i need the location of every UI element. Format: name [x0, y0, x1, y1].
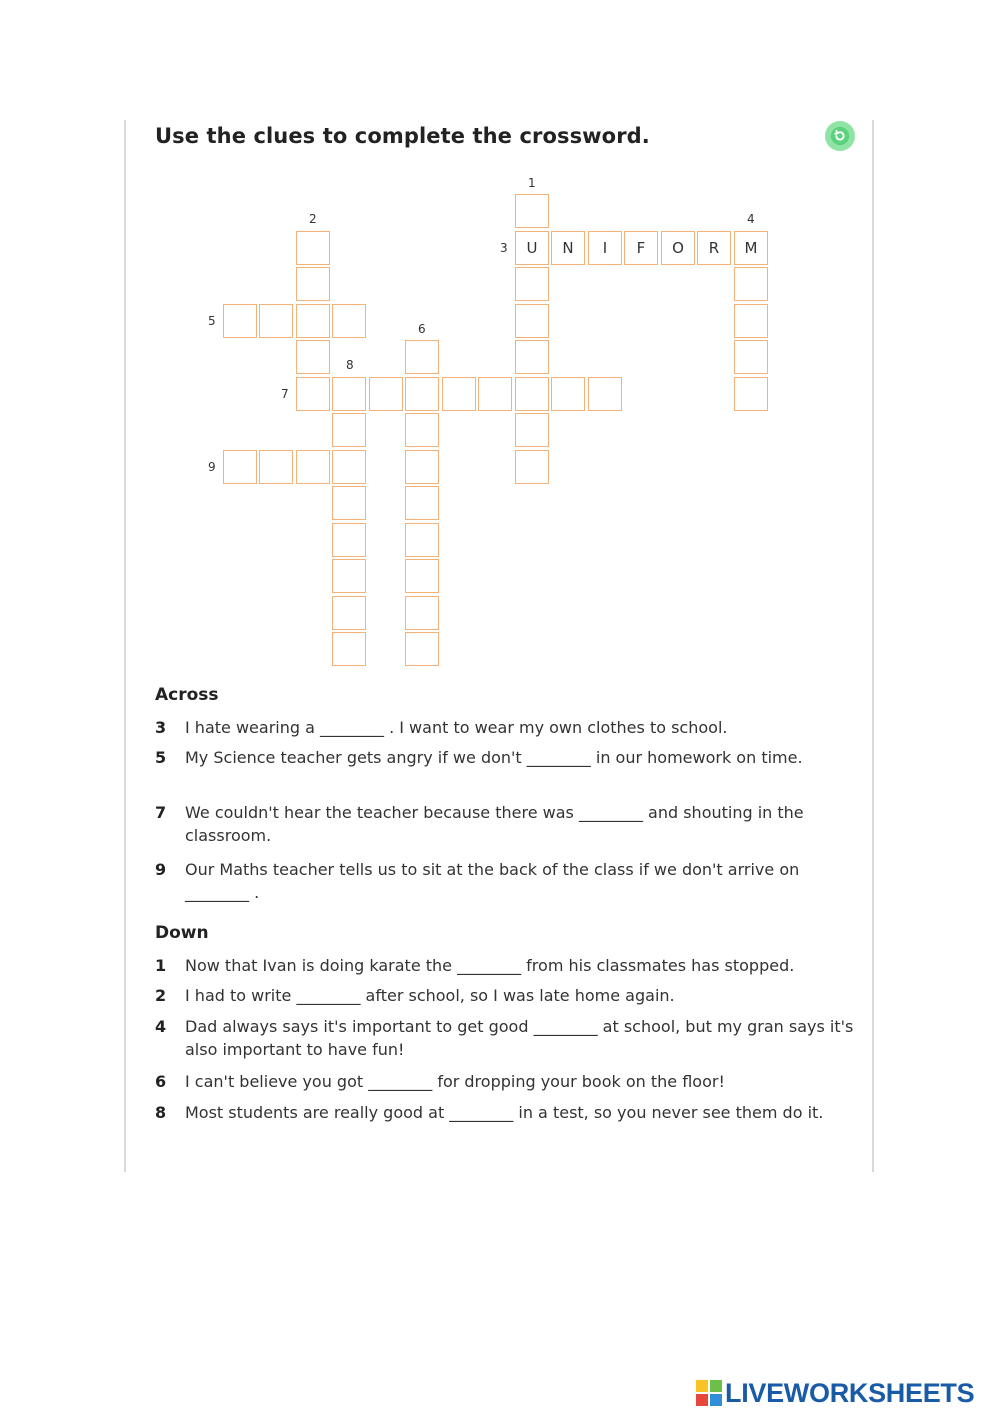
clue-number-6: 6: [418, 322, 426, 336]
cell-1-down-5[interactable]: [515, 340, 549, 374]
cell-7-across-2[interactable]: [332, 377, 366, 411]
clue-number-9: 9: [208, 460, 216, 474]
cell-6-down-7[interactable]: [405, 559, 439, 593]
clue-number: 7: [155, 803, 167, 822]
cell-8-down-6[interactable]: [332, 559, 366, 593]
down-clue-6: [155, 1070, 855, 1093]
cell-4-down-3[interactable]: [734, 304, 768, 338]
clue-number-3: 3: [500, 241, 508, 255]
cell-7-across-4[interactable]: [405, 377, 439, 411]
cell-1-down-1[interactable]: [515, 194, 549, 228]
clue-text: We couldn't hear the teacher because there was ________ and shouting in the classroom.: [185, 803, 804, 845]
down-clue-4: [155, 1015, 855, 1061]
cell-3-across-5[interactable]: [661, 231, 695, 265]
cell-8-down-5[interactable]: [332, 523, 366, 557]
cell-8-down-2[interactable]: [332, 413, 366, 447]
clue-number-8: 8: [346, 358, 354, 372]
cell-3-across-3[interactable]: [588, 231, 622, 265]
cell-4-down-2[interactable]: [734, 267, 768, 301]
cell-3-across-4[interactable]: [624, 231, 658, 265]
clue-text: Our Maths teacher tells us to sit at the back of the class if we don't arrive on ________ .: [185, 860, 800, 902]
down-heading: Down: [155, 923, 209, 943]
cell-4-down-4[interactable]: [734, 340, 768, 374]
cell-6-down-4[interactable]: [405, 450, 439, 484]
clue-number: 5: [155, 748, 167, 767]
clue-number: 1: [155, 956, 167, 975]
clue-number-4: 4: [747, 212, 755, 226]
crossword-grid: [0, 0, 1000, 700]
clue-text: Most students are really good at ________ in a test, so you never see them do it.: [185, 1103, 824, 1122]
cell-6-down-8[interactable]: [405, 596, 439, 630]
page-title: Use the clues to complete the crossword.: [155, 124, 650, 148]
clue-text: I can't believe you got ________ for dropping your book on the floor!: [185, 1072, 725, 1091]
across-heading: Across: [155, 685, 219, 705]
cell-8-down-7[interactable]: [332, 596, 366, 630]
cell-2-down-4[interactable]: [296, 340, 330, 374]
down-clue-8: [155, 1101, 855, 1124]
liveworksheets-brand: [696, 1376, 974, 1410]
clue-number-2: 2: [309, 212, 317, 226]
cell-5-across-4[interactable]: [332, 304, 366, 338]
cell-7-across-9[interactable]: [588, 377, 622, 411]
cell-6-down-3[interactable]: [405, 413, 439, 447]
clue-number: 9: [155, 860, 167, 879]
clue-number-5: 5: [208, 314, 216, 328]
clue-text: Now that Ivan is doing karate the ________ from his classmates has stopped.: [185, 956, 795, 975]
cell-9-across-2[interactable]: [259, 450, 293, 484]
cell-3-across-2[interactable]: [551, 231, 585, 265]
across-clue-7: [155, 801, 855, 847]
cell-7-across-8[interactable]: [551, 377, 585, 411]
cell-6-down-6[interactable]: [405, 523, 439, 557]
cell-9-across-1[interactable]: [223, 450, 257, 484]
cell-1-down-7[interactable]: [515, 413, 549, 447]
cell-7-across-3[interactable]: [369, 377, 403, 411]
clue-number-1: 1: [528, 176, 536, 190]
clue-text: My Science teacher gets angry if we don't ________ in our homework on time.: [185, 748, 803, 767]
cell-7-across-7[interactable]: [515, 377, 549, 411]
clue-number: 2: [155, 986, 167, 1005]
clue-text: Dad always says it's important to get good ________ at school, but my gran says it's also important to have fun!: [185, 1017, 854, 1059]
across-clue-9: [155, 858, 855, 904]
clue-text: I hate wearing a ________ . I want to wear my own clothes to school.: [185, 718, 728, 737]
cell-7-across-5[interactable]: [442, 377, 476, 411]
cell-9-across-3[interactable]: [296, 450, 330, 484]
cell-2-down-2[interactable]: [296, 267, 330, 301]
cell-1-down-8[interactable]: [515, 450, 549, 484]
cell-5-across-1[interactable]: [223, 304, 257, 338]
cell-7-across-6[interactable]: [478, 377, 512, 411]
cell-5-across-2[interactable]: [259, 304, 293, 338]
cell-2-down-5[interactable]: [296, 377, 330, 411]
brand-text: LIVEWORKSHEETS: [725, 1377, 975, 1408]
across-clue-5: [155, 746, 855, 769]
cell-3-across-6[interactable]: [697, 231, 731, 265]
clue-number: 8: [155, 1103, 167, 1122]
cell-8-down-4[interactable]: [332, 486, 366, 520]
cell-6-down-9[interactable]: [405, 632, 439, 666]
clue-text: I had to write ________ after school, so I was late home again.: [185, 986, 675, 1005]
clue-number-7: 7: [281, 387, 289, 401]
cell-3-across-7[interactable]: [734, 231, 768, 265]
cell-2-down-3[interactable]: [296, 304, 330, 338]
cell-6-down-5[interactable]: [405, 486, 439, 520]
cell-8-down-3[interactable]: [332, 450, 366, 484]
cell-8-down-8[interactable]: [332, 632, 366, 666]
cell-4-down-5[interactable]: [734, 377, 768, 411]
liveworksheets-logo-icon: [696, 1380, 722, 1406]
cell-1-down-4[interactable]: [515, 304, 549, 338]
cell-6-down-1[interactable]: [405, 340, 439, 374]
down-clue-2: [155, 984, 855, 1007]
cell-1-down-3[interactable]: [515, 267, 549, 301]
cell-3-across-1[interactable]: [515, 231, 549, 265]
across-clue-3: [155, 716, 855, 739]
clue-number: 4: [155, 1017, 167, 1036]
clue-number: 3: [155, 718, 167, 737]
clue-number: 6: [155, 1072, 167, 1091]
cell-2-down-1[interactable]: [296, 231, 330, 265]
down-clue-1: [155, 954, 855, 977]
